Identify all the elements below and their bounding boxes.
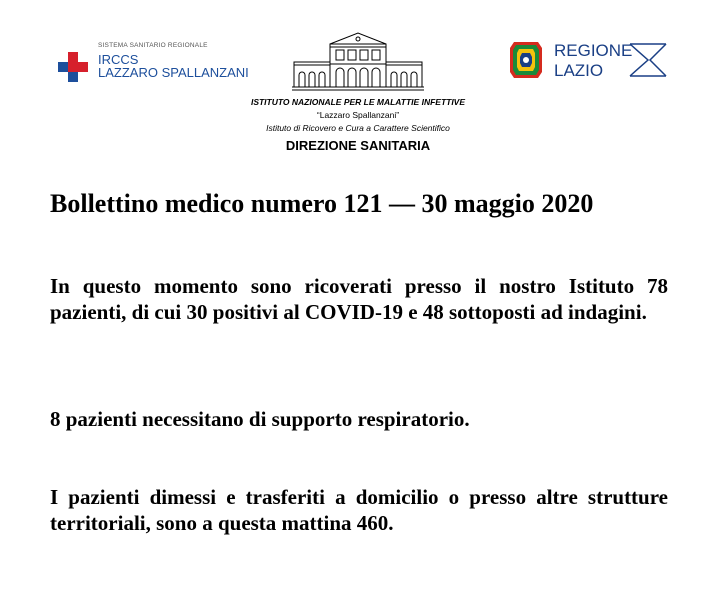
institute-name: ISTITUTO NAZIONALE PER LE MALATTIE INFETTIVE — [250, 97, 466, 107]
spallanzani-logo — [58, 40, 249, 90]
bulletin-paragraph-discharged: I pazienti dimessi e trasferiti a domicilio o presso altre strutture territoriali, sono a questa mattina 460. — [50, 485, 668, 535]
bulletin-paragraph-respiratory: 8 pazienti necessitano di supporto respiratorio. — [50, 407, 470, 431]
regione-lazio-logo — [508, 40, 668, 84]
logo-irccs-text: IRCCS — [98, 52, 139, 67]
chevron-decoration-icon — [628, 40, 668, 80]
institute-heading — [200, 96, 516, 152]
direzione-sanitaria: DIREZIONE SANITARIA — [285, 138, 431, 153]
logo-top-text: SISTEMA SANITARIO REGIONALE — [98, 42, 208, 49]
cross-icon — [58, 52, 88, 82]
logo-name-text: LAZZARO SPALLANZANI — [98, 65, 249, 80]
building-icon — [290, 30, 426, 92]
bulletin-title: Bollettino medico numero 121 — 30 maggio 2020 — [50, 189, 594, 218]
institute-subname: “Lazzaro Spallanzani” — [316, 110, 400, 120]
region-emblem-icon — [508, 40, 544, 80]
lazio-text: LAZIO — [554, 61, 604, 80]
bulletin-paragraph-hospitalized: In questo momento sono ricoverati presso il nostro Istituto 78 pazienti, di cui 30 positivi al COVID-19 e 48 sottoposti ad indagini. — [50, 274, 668, 324]
regione-text: REGIONE — [554, 41, 633, 60]
institute-description: Istituto di Ricovero e Cura a Carattere Scientifico — [266, 123, 450, 133]
